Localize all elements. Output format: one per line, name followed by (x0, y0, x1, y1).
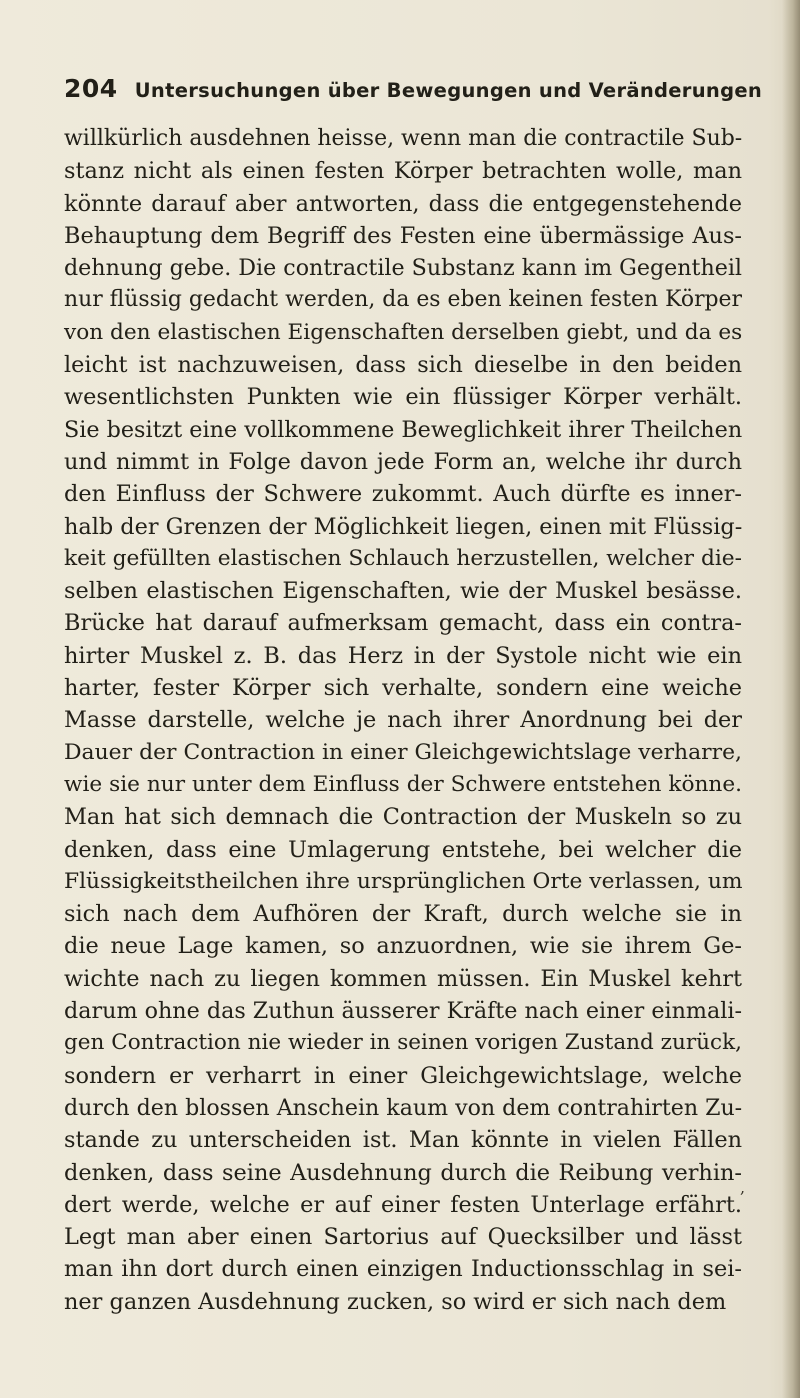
text-line: Man hat sich demnach die Contraction der Muskeln so zu (64, 804, 742, 831)
text-line: den Einfluss der Schwere zukommt. Auch dürfte es inner- (64, 481, 742, 508)
text-line: sondern er verharrt in einer Gleichgewichtslage, welche (64, 1062, 742, 1089)
text-line: darum ohne das Zuthun äusserer Kräfte nach einer einmali- (64, 998, 742, 1025)
text-line: denken, dass seine Ausdehnung durch die Reibung verhin- (64, 1159, 742, 1186)
text-line: wesentlichsten Punkten wie ein flüssiger Körper verhält. (64, 384, 742, 411)
text-line: wichte nach zu liegen kommen müssen. Ein Muskel kehrt (64, 965, 742, 992)
text-line: dert werde, welche er auf einer festen Unterlage erfährt. (64, 1191, 742, 1218)
text-line: gen Contraction nie wieder in seinen vorigen Zustand zurück, (64, 1030, 742, 1056)
text-line: stanz nicht als einen festen Körper betrachten wolle, man (64, 158, 742, 185)
text-line: man ihn dort durch einen einzigen Inductionsschlag in sei- (64, 1256, 742, 1283)
text-line: halb der Grenzen der Möglichkeit liegen, einen mit Flüssig- (64, 513, 743, 540)
body-text (64, 123, 742, 1318)
text-line: sich nach dem Aufhören der Kraft, durch welche sie in (64, 901, 742, 928)
text-line: durch den blossen Anschein kaum von dem contrahirten Zu- (64, 1094, 743, 1121)
running-head: Untersuchungen über Bewegungen und Veränderungen (134, 79, 763, 102)
text-line: selben elastischen Eigenschaften, wie der Muskel besässe. (64, 578, 742, 605)
page-number: 204 (64, 74, 118, 103)
text-line: Dauer der Contraction in einer Gleichgewichtslage verharre, (64, 739, 742, 765)
margin-mark: , (740, 1178, 746, 1197)
text-line: die neue Lage kamen, so anzuordnen, wie sie ihrem Ge- (64, 933, 742, 960)
text-line: denken, dass eine Umlagerung entstehe, bei welcher die (64, 836, 742, 863)
text-line: keit gefüllten elastischen Schlauch herzustellen, welcher die- (64, 545, 742, 571)
text-line: leicht ist nachzuweisen, dass sich dieselbe in den beiden (64, 352, 742, 379)
text-line: könnte darauf aber antworten, dass die entgegenstehende (64, 190, 742, 217)
text-line: dehnung gebe. Die contractile Substanz kann im Gegentheil (64, 255, 742, 282)
text-line: Brücke hat darauf aufmerksam gemacht, dass ein contra- (64, 610, 742, 637)
text-line: ner ganzen Ausdehnung zucken, so wird er sich nach dem (64, 1288, 727, 1315)
text-line: und nimmt in Folge davon jede Form an, welche ihr durch (64, 448, 742, 475)
text-line: Masse darstelle, welche je nach ihrer Anordnung bei der (64, 707, 742, 734)
text-line: hirter Muskel z. B. das Herz in der Systole nicht wie ein (64, 642, 742, 669)
text-line: stande zu unterscheiden ist. Man könnte in vielen Fällen (64, 1127, 742, 1154)
text-line: von den elastischen Eigenschaften derselben giebt, und da es (64, 319, 743, 345)
text-line: willkürlich ausdehnen heisse, wenn man die contractile Sub- (64, 126, 743, 151)
text-line: Behauptung dem Begriff des Festen eine übermässige Aus- (64, 222, 742, 249)
page-edge-shadow (782, 0, 800, 1398)
page-header (64, 74, 763, 114)
text-line: wie sie nur unter dem Einfluss der Schwere entstehen könne. (64, 771, 742, 797)
text-line: Flüssigkeitstheilchen ihre ursprünglichen Orte verlassen, um (64, 868, 743, 894)
text-line: Sie besitzt eine vollkommene Beweglichkeit ihrer Theilchen (64, 416, 743, 443)
text-line: nur flüssig gedacht werden, da es eben keinen festen Körper (64, 287, 742, 313)
text-line: harter, fester Körper sich verhalte, sondern eine weiche (64, 675, 742, 702)
text-line: Legt man aber einen Sartorius auf Quecksilber und lässt (64, 1224, 742, 1251)
